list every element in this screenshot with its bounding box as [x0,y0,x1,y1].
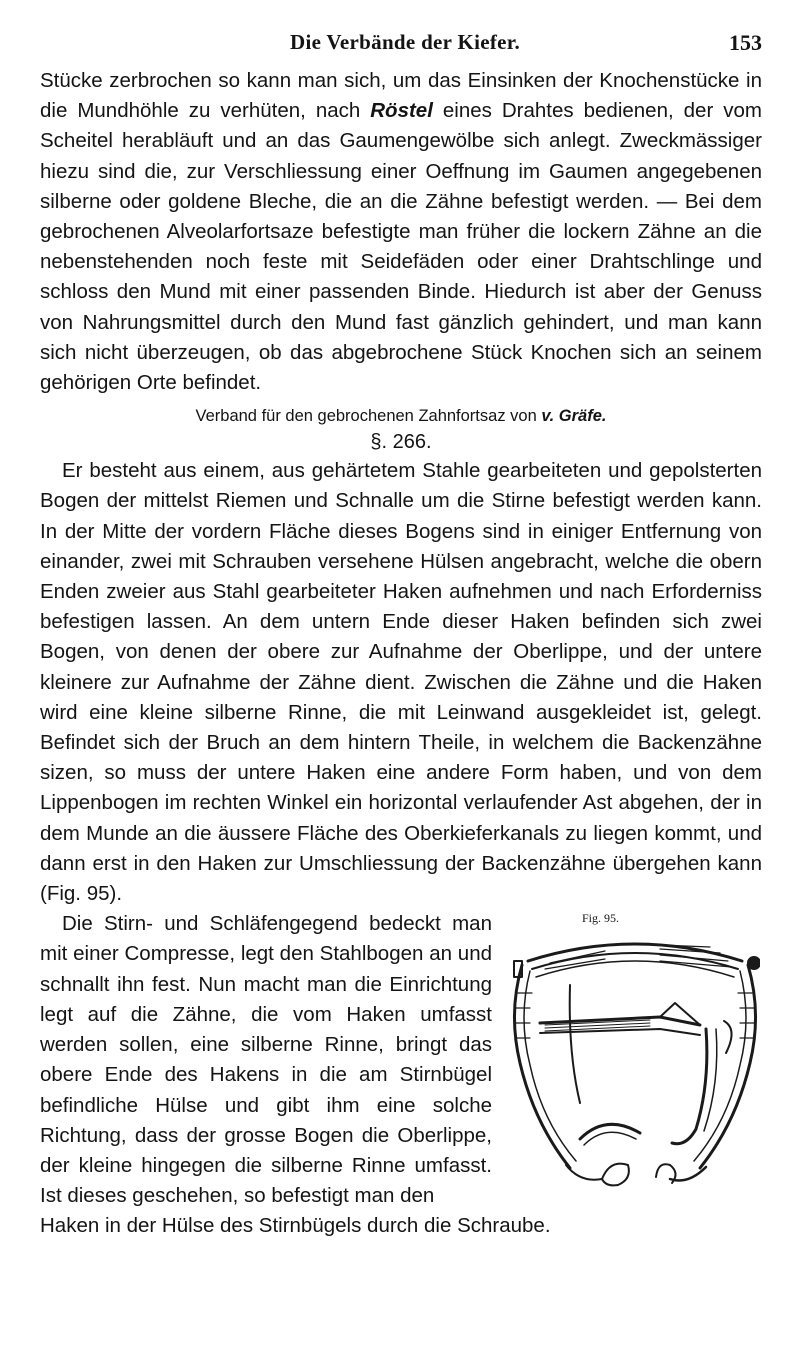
figure-block [40,909,762,1211]
section-heading-text: Verband für den gebrochenen Zahnfortsaz von [195,407,542,426]
section-heading-author: v. Gräfe. [541,407,607,426]
paragraph-1-start: Stücke zerbrochen so kann man sich, um das Einsinken der Knochenstücke in die Mundhöhle zu verhüten, nach [40,69,762,123]
book-page [40,30,762,1242]
author-name: Röstel [370,99,433,123]
paragraph-1 [40,66,762,398]
section-number: §. 266. [370,431,432,454]
running-head [40,30,762,66]
dental-splint-illustration-icon [510,933,760,1203]
figure-caption: Fig. 95. [582,911,620,926]
paragraph-2: Er besteht aus einem, aus gehärtetem Stahle gearbeiteten und gepolsterten Bogen der mittelst Riemen und Schnalle um die Stirne befestigt werden kann. In der Mitte der vordern Fläche dieses Bogens sind in einiger Entfernung von einander, zwei mit Schrauben versehene Hülsen angebracht, welche die obern Enden zweier aus Stahl gearbeiteter Haken aufnehmen und nach Erforderniss befestigen lassen. An dem untern Ende dieser Haken befinden sich zwei Bogen, von denen der obere zur Aufnahme der Oberlippe, und der untere kleinere zur Aufnahme der Zähne dient. Zwischen die Zähne und die Haken wird eine kleine silberne Rinne, die mit Leinwand ausgekleidet ist, gelegt. Befindet sich der Bruch an dem hintern Theile, in welchem die Backenzähne sizen, so muss der untere Haken eine andere Form haben, und von dem Lippenbogen im rechten Winkel ein horizontal verlaufender Ast abgehen, der in dem Munde an die äussere Fläche des Oberkieferkanals zu liegen kommt, und dann erst in den Haken zur Umschliessung der Backenzähne übergehen kann (Fig. 95). [40,459,762,906]
page-number: 153 [729,30,762,55]
running-title: Die Verbände der Kiefer. [290,30,521,54]
paragraph-3: Die Stirn- und Schläfengegend bedeckt man mit einer Compresse, legt den Stahlbogen an und schnallt ihn fest. Nun macht man die Einrichtung legt auf die Zähne, die vom Haken umfasst werden sollen, eine silberne Rinne, bringt das obere Ende des Hakens in die am Stirnbügel befindliche Hülse und gibt ihm eine solche Richtung, dass der grosse Bogen die Oberlippe, der kleine hingegen die silberne Rinne umfasst. Ist dieses geschehen, so befestigt man den [40,912,492,1208]
paragraph-1-rest: eines Drahtes bedienen, der vom Scheitel herabläuft und an das Gaumengewölbe sich anlegt. Zweckmässiger hiezu sind die, zur Verschliessung einer Oeffnung im Gaumen angegebenen silberne oder goldene Bleche, die an die Zähne befestigt werden. — Bei dem gebrochenen Alveolarfortsaze befestigte man früher die lockern Zähne an die nebenstehenden noch feste mit Seidefäden oder einer Drahtschlinge und schloss den Mund mit einer passenden Binde. Hiedurch ist aber der Genuss von Nahrungsmittel durch den Mund fast gänzlich gehindert, und man kann sich nicht überzeugen, ob das abgebrochene Stück Knochen sich an seinem gehörigen Orte befindet. [40,99,762,395]
figure-95 [510,911,760,1211]
section-heading [40,404,762,428]
paragraph-3-end: Haken in der Hülse des Stirnbügels durch die Schraube. [40,1214,551,1238]
